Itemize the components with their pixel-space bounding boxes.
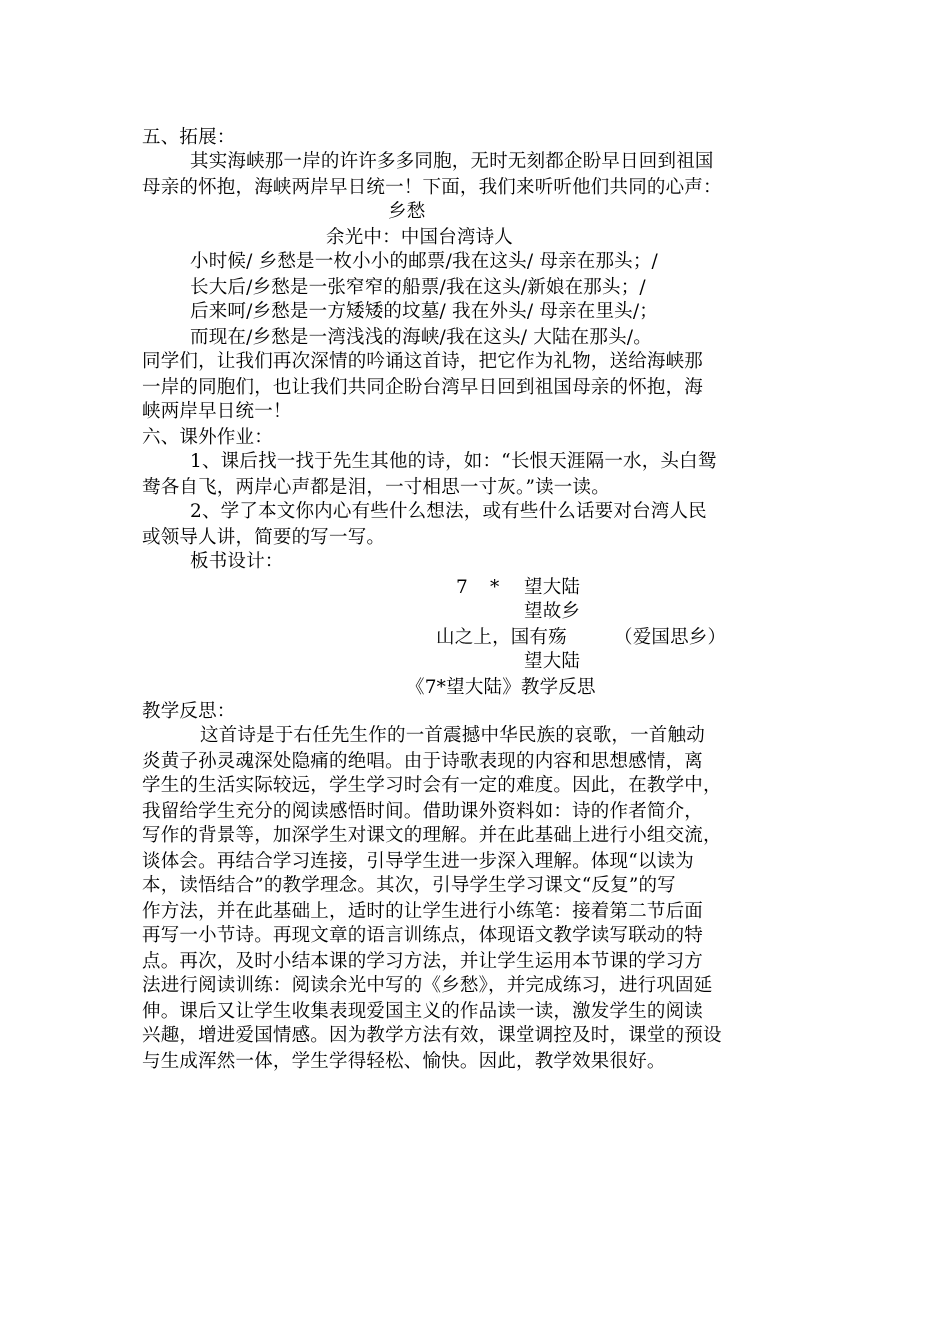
homework-item-line: 鸯各自飞，两岸心声都是泪，一寸相思一寸灰。”读一读。: [142, 477, 610, 498]
board-theme: （爱国思乡）: [614, 627, 727, 648]
homework-item-line: 2、学了本文你内心有些什么想法，或有些什么话要对台湾人民: [190, 501, 707, 522]
reflection-line: 谈体会。再结合学习连接，引导学生进一步深入理解。体现“以读为: [142, 851, 694, 872]
reflection-line: 伸。课后又让学生收集表现爱国主义的作品读一读，激发学生的阅读: [142, 1001, 704, 1022]
homework-item-line: 1、课后找一找于先生其他的诗，如：“长恨天涯隔一水，头白鸳: [190, 451, 717, 472]
reflection-line: 炎黄子孙灵魂深处隐痛的绝唱。由于诗歌表现的内容和思想感情，离: [142, 751, 704, 772]
board-line: 望大陆: [524, 577, 581, 598]
section-heading-homework: 六、课外作业：: [142, 427, 273, 448]
board-line: 望故乡: [524, 601, 581, 622]
section-heading-expand: 五、拓展：: [142, 127, 236, 148]
paragraph-line: 母亲的怀抱，海峡两岸早日统一！下面，我们来听听他们共同的心声：: [142, 177, 722, 198]
poem-line: 而现在/乡愁是一湾浅浅的海峡/我在这头/ 大陆在那头/。: [190, 327, 652, 348]
reflection-line: 法进行阅读训练：阅读余光中写的《乡愁》，并完成练习，进行巩固延: [142, 975, 713, 996]
paragraph-line: 一岸的同胞们，也让我们共同企盼台湾早日回到祖国母亲的怀抱，海: [142, 377, 704, 398]
paragraph-line: 其实海峡那一岸的许许多多同胞，无时无刻都企盼早日回到祖国: [190, 151, 714, 172]
poem-title: 乡愁: [388, 201, 426, 222]
reflection-line: 写作的背景等，加深学生对课文的理解。并在此基础上进行小组交流，: [142, 825, 722, 846]
homework-item-line: 或领导人讲，简要的写一写。: [142, 527, 386, 548]
reflection-line: 点。再次，及时小结本课的学习方法，并让学生运用本节课的学习方: [142, 951, 704, 972]
board-line: 山之上，国有殇: [436, 627, 567, 648]
poem-line: 小时候/ 乡愁是一枚小小的邮票/我在这头/ 母亲在那头；/: [190, 251, 658, 272]
reflection-line: 兴趣，增进爱国情感。因为教学方法有效，课堂调控及时，课堂的预设: [142, 1025, 722, 1046]
paragraph-line: 峡两岸早日统一！: [142, 401, 292, 422]
reflection-heading: 教学反思：: [142, 701, 236, 722]
board-line: 望大陆: [524, 651, 581, 672]
poem-author: 余光中：中国台湾诗人: [326, 227, 514, 248]
paragraph-line: 同学们，让我们再次深情的吟诵这首诗，把它作为礼物，送给海峡那: [142, 351, 704, 372]
reflection-line: 我留给学生充分的阅读感悟时间。借助课外资料如：诗的作者简介，: [142, 801, 704, 822]
reflection-line: 作方法，并在此基础上，适时的让学生进行小练笔：接着第二节后面: [142, 901, 704, 922]
poem-line: 后来呵/乡愁是一方矮矮的坟墓/ 我在外头/ 母亲在里头/；: [190, 301, 658, 322]
reflection-line: 本，读悟结合”的教学理念。其次，引导学生学习课文“反复”的写: [142, 875, 676, 896]
reflection-line: 这首诗是于右任先生作的一首震撼中华民族的哀歌，一首触动: [200, 725, 705, 746]
reflection-title: 《7*望大陆》教学反思: [406, 677, 596, 698]
board-heading: 板书设计：: [190, 551, 284, 572]
reflection-line: 学生的生活实际较远，学生学习时会有一定的难度。因此，在教学中，: [142, 775, 722, 796]
board-number: 7: [456, 577, 468, 598]
reflection-line: 再写一小节诗。再现文章的语言训练点，体现语文教学读写联动的特: [142, 925, 704, 946]
poem-line: 长大后/乡愁是一张窄窄的船票/我在这头/新娘在那头；/: [190, 277, 646, 298]
board-star: *: [490, 577, 500, 598]
reflection-line: 与生成浑然一体，学生学得轻松、愉快。因此，教学效果很好。: [142, 1051, 666, 1072]
